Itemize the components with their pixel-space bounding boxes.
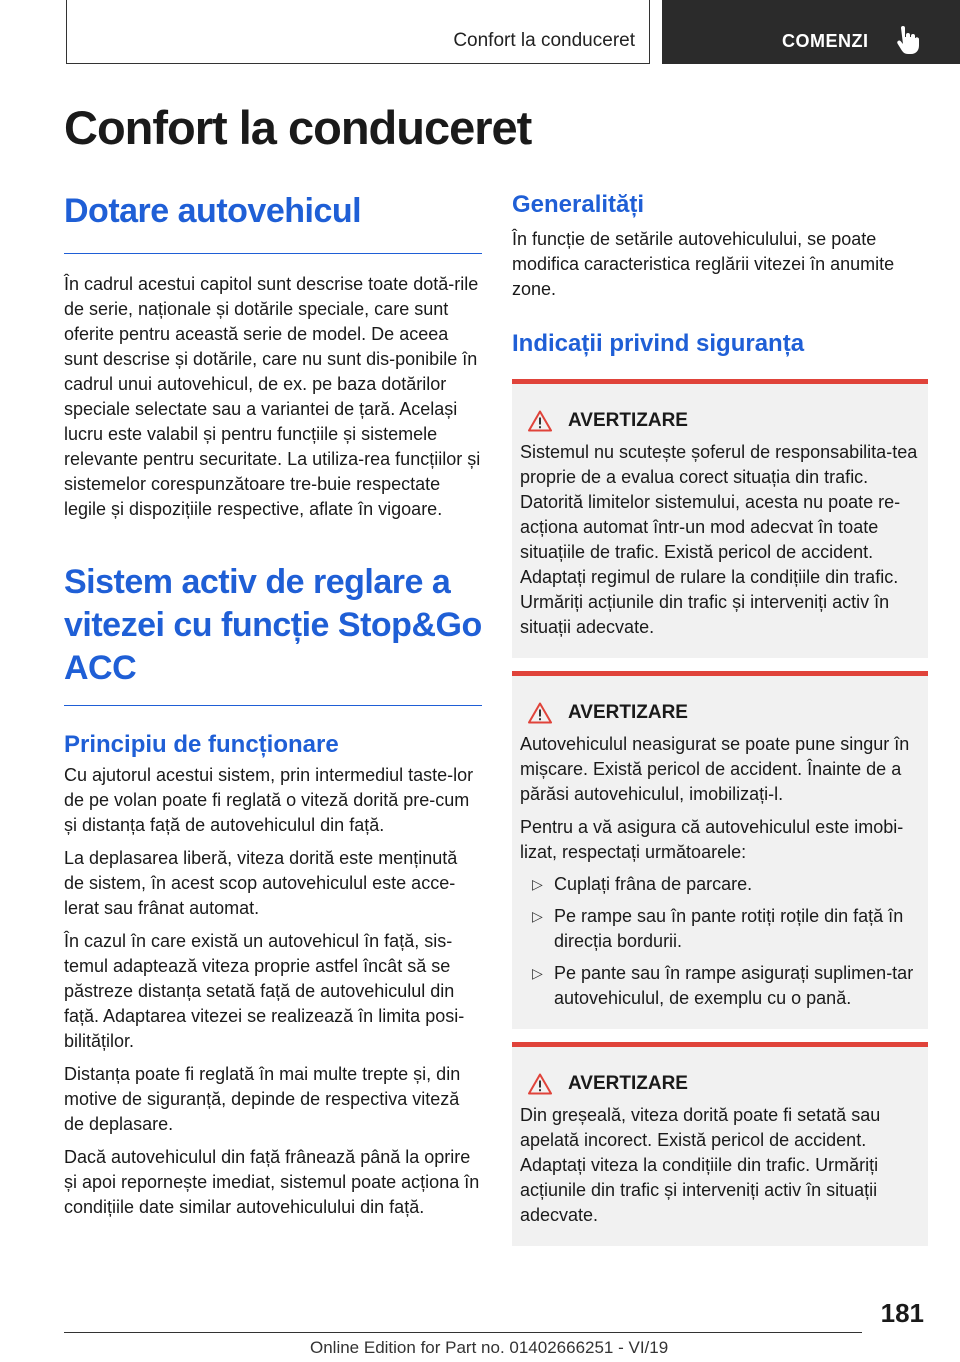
warning-box — [512, 379, 928, 658]
warning-triangle-icon — [528, 702, 552, 724]
heading-rule — [64, 705, 482, 706]
warning-box — [512, 1042, 928, 1246]
warning-text: Autovehiculul neasigurat se poate pune singur în mișcare. Există pericol de accident. Înainte de a părăsi autovehiculul, imobilizați-l. — [520, 734, 910, 804]
header-section-box — [66, 0, 650, 64]
warning-text: Pentru a vă asigura că autovehiculul este imobi-lizat, respectați următoarele: — [520, 817, 904, 862]
left-column — [64, 190, 482, 1220]
warning-text: Din greșeală, viteza dorită poate fi setată sau apelată incorect. Există pericol de accident. Adaptați viteza la condițiile din trafic. Urmăriți acțiunile din trafic și interveniți activ în situații adecvate. — [520, 1105, 881, 1225]
warning-triangle-icon — [528, 410, 552, 432]
list-item — [520, 961, 920, 1011]
list-item — [520, 872, 920, 897]
paragraph-dotare: În cadrul acestui capitol sunt descrise toate dotă-rile de serie, naționale și dotările speciale, care sunt oferite pentru această serie de model. De aceea sunt descrise și dotările, care nu sunt dis-ponibile în cadrul unui autovehicul, de ex. pe baza dotărilor speciale selectate sau a variantei de țară. Același lucru este valabil și pentru funcțiile și sistemele relevante pentru securitate. La utiliza-rea funcțiilor și sistemelor corespunzătoare tre-buie respectate legile și dispozițiile respective, aflate în vigoare. — [64, 274, 481, 519]
heading-generalitati: Generalități — [512, 191, 645, 218]
heading-sistem-activ: Sistem activ de reglare a vitezei cu funcție Stop&Go ACC — [64, 563, 482, 687]
paragraph-generalitati: În funcție de setările autovehiculului, se poate modifica caracteristica reglării vitezei în anumite zone. — [512, 229, 895, 299]
triangle-bullet-icon: ▷ — [532, 876, 543, 892]
warning-title: AVERTIZARE — [568, 1073, 688, 1094]
heading-dotare-autovehicul: Dotare autovehicul — [64, 192, 362, 230]
warning-triangle-icon — [528, 1073, 552, 1095]
paragraph: Dacă autovehiculul din față frânează până la oprire și apoi repornește imediat, sistemul poate acționa în condițiile date similar autovehiculului din față. — [64, 1147, 480, 1217]
triangle-bullet-icon: ▷ — [532, 965, 543, 981]
heading-principiu: Principiu de funcționare — [64, 731, 339, 758]
paragraph: La deplasarea liberă, viteza dorită este menținută de sistem, în acest scop autovehiculul este acce-lerat sau frânat automat. — [64, 848, 458, 918]
paragraph: Distanța poate fi reglată în mai multe trepte și, din motive de siguranță, depinde de respectiva viteză de deplasare. — [64, 1064, 461, 1134]
warning-box — [512, 671, 928, 1029]
right-column — [512, 190, 928, 1246]
paragraph: Cu ajutorul acestui sistem, prin intermediul taste-lor de pe volan poate fi reglată o viteză dorită pre-cum și distanța față de autovehiculul din față. — [64, 765, 474, 835]
list-item-text: Pe pante sau în rampe asigurați suplimen-tar autovehiculul, de exemplu cu o pană. — [554, 963, 914, 1008]
warning-text: Sistemul nu scutește șoferul de responsabilita-tea proprie de a evalua corect situația din trafic. Datorită limitelor sistemului, acesta nu poate re-acționa automat într-un mod adecvat în toate situațiile de trafic. Există pericol de accident. Adaptați regimul de rulare la condițiile din trafic. Urmăriți acțiunile din trafic și interveniți activ în situații adecvate. — [520, 442, 918, 637]
comenzi-tab-label: COMENZI — [782, 31, 869, 51]
header-section-title: Confort la conduceret — [453, 30, 635, 51]
footer-rule — [64, 1332, 862, 1333]
list-item — [520, 904, 920, 954]
list-item-text: Pe rampe sau în pante rotiți roțile din față în direcția bordurii. — [554, 906, 904, 951]
list-item-text: Cuplați frâna de parcare. — [554, 874, 753, 894]
page-title: Confort la conduceret — [64, 101, 532, 154]
warning-title: AVERTIZARE — [568, 702, 688, 723]
footer-edition: Online Edition for Part no. 01402666251 - VI/19 — [310, 1338, 669, 1357]
heading-rule — [64, 253, 482, 254]
pointing-hand-icon — [894, 26, 920, 54]
paragraph: În cazul în care există un autovehicul în față, sis-temul adaptează viteza proprie astfel încât să se păstreze distanța setată față de autovehiculul din față. Adaptarea vitezei se realizează în limita posi-bilităților. — [64, 931, 465, 1051]
heading-indicatii-siguranta: Indicații privind siguranța — [512, 330, 805, 357]
triangle-bullet-icon: ▷ — [532, 908, 543, 924]
page-number: 181 — [880, 1298, 924, 1328]
warning-title: AVERTIZARE — [568, 410, 688, 431]
